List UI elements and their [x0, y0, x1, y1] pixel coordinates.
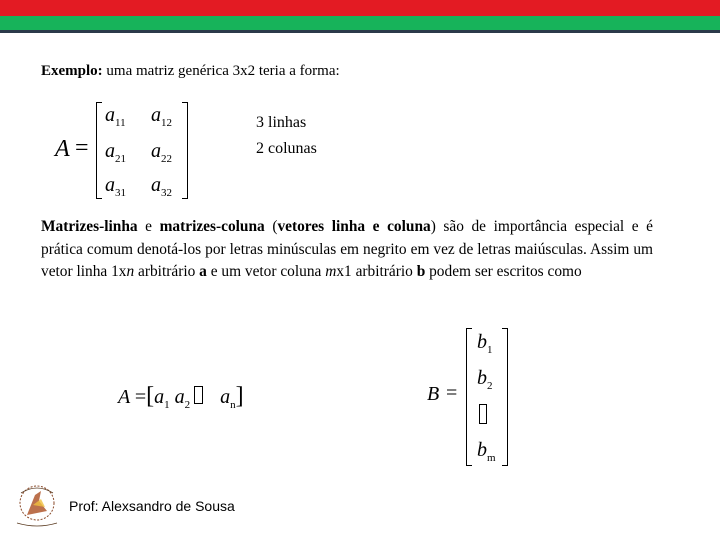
row-vector-close-bracket: ]	[235, 383, 244, 409]
header-red-bar	[0, 0, 720, 16]
footer-author: Prof: Alexsandro de Sousa	[69, 498, 235, 514]
row-vector-equals: =	[134, 386, 147, 408]
header-green-bar	[0, 16, 720, 30]
example-text: uma matriz genérica 3x2 teria a forma:	[102, 63, 340, 79]
matrix-a-name: A	[55, 136, 70, 162]
row-vector-entry-1: $a_1$	[154, 386, 170, 411]
matrix-a-entry-32: $a_{32}$	[151, 174, 172, 199]
example-label: Exemplo:	[41, 63, 103, 79]
column-vector-entry-2: $b_2$	[477, 367, 493, 392]
rows-label: 3 linhas	[256, 114, 307, 131]
matrix-a-entry-21: $a_{21}$	[105, 140, 126, 165]
row-vector-lhs: A	[118, 386, 130, 408]
school-logo-icon	[11, 481, 63, 529]
column-vector-right-bracket	[502, 328, 508, 466]
row-vector-entry-n: $a_n$	[220, 386, 236, 411]
column-vector-entry-1: $b_1$	[477, 331, 493, 356]
ellipsis-placeholder-icon	[194, 386, 203, 404]
cols-label: 2 colunas	[256, 140, 317, 157]
row-vector-equation	[118, 383, 244, 411]
matrix-a-entry-12: $a_{12}$	[151, 104, 172, 129]
header-divider	[0, 30, 720, 33]
example-sentence	[41, 63, 340, 80]
column-vector-left-bracket	[466, 328, 472, 466]
column-vector-equals: =	[446, 382, 458, 404]
matrix-a-right-bracket	[182, 102, 188, 199]
matrix-a-left-bracket	[96, 102, 102, 199]
body-paragraph: Matrizes-linha e matrizes-coluna (vetores linha e coluna) são de importância especial e é prática comum denotá-los por letras minúsculas em negrito em vez de letras maiúsculas. Assim um vetor linha 1xn arbitrário a e um vetor coluna mx1 arbitrário b podem ser escritos como	[41, 218, 654, 280]
matrix-a-entry-11: $a_{11}$	[105, 104, 126, 129]
column-vector-entry-m: $b_m$	[477, 439, 496, 464]
row-vector-entry-2: $a_2$	[174, 386, 191, 411]
matrix-a-entry-31: $a_{31}$	[105, 174, 126, 199]
matrix-a-entry-22: $a_{22}$	[151, 140, 172, 165]
vertical-ellipsis-placeholder-icon	[479, 404, 487, 424]
matrix-a-equals: =	[75, 135, 89, 161]
column-vector-lhs: B	[427, 383, 440, 405]
row-vector-open-bracket: [	[146, 383, 155, 409]
